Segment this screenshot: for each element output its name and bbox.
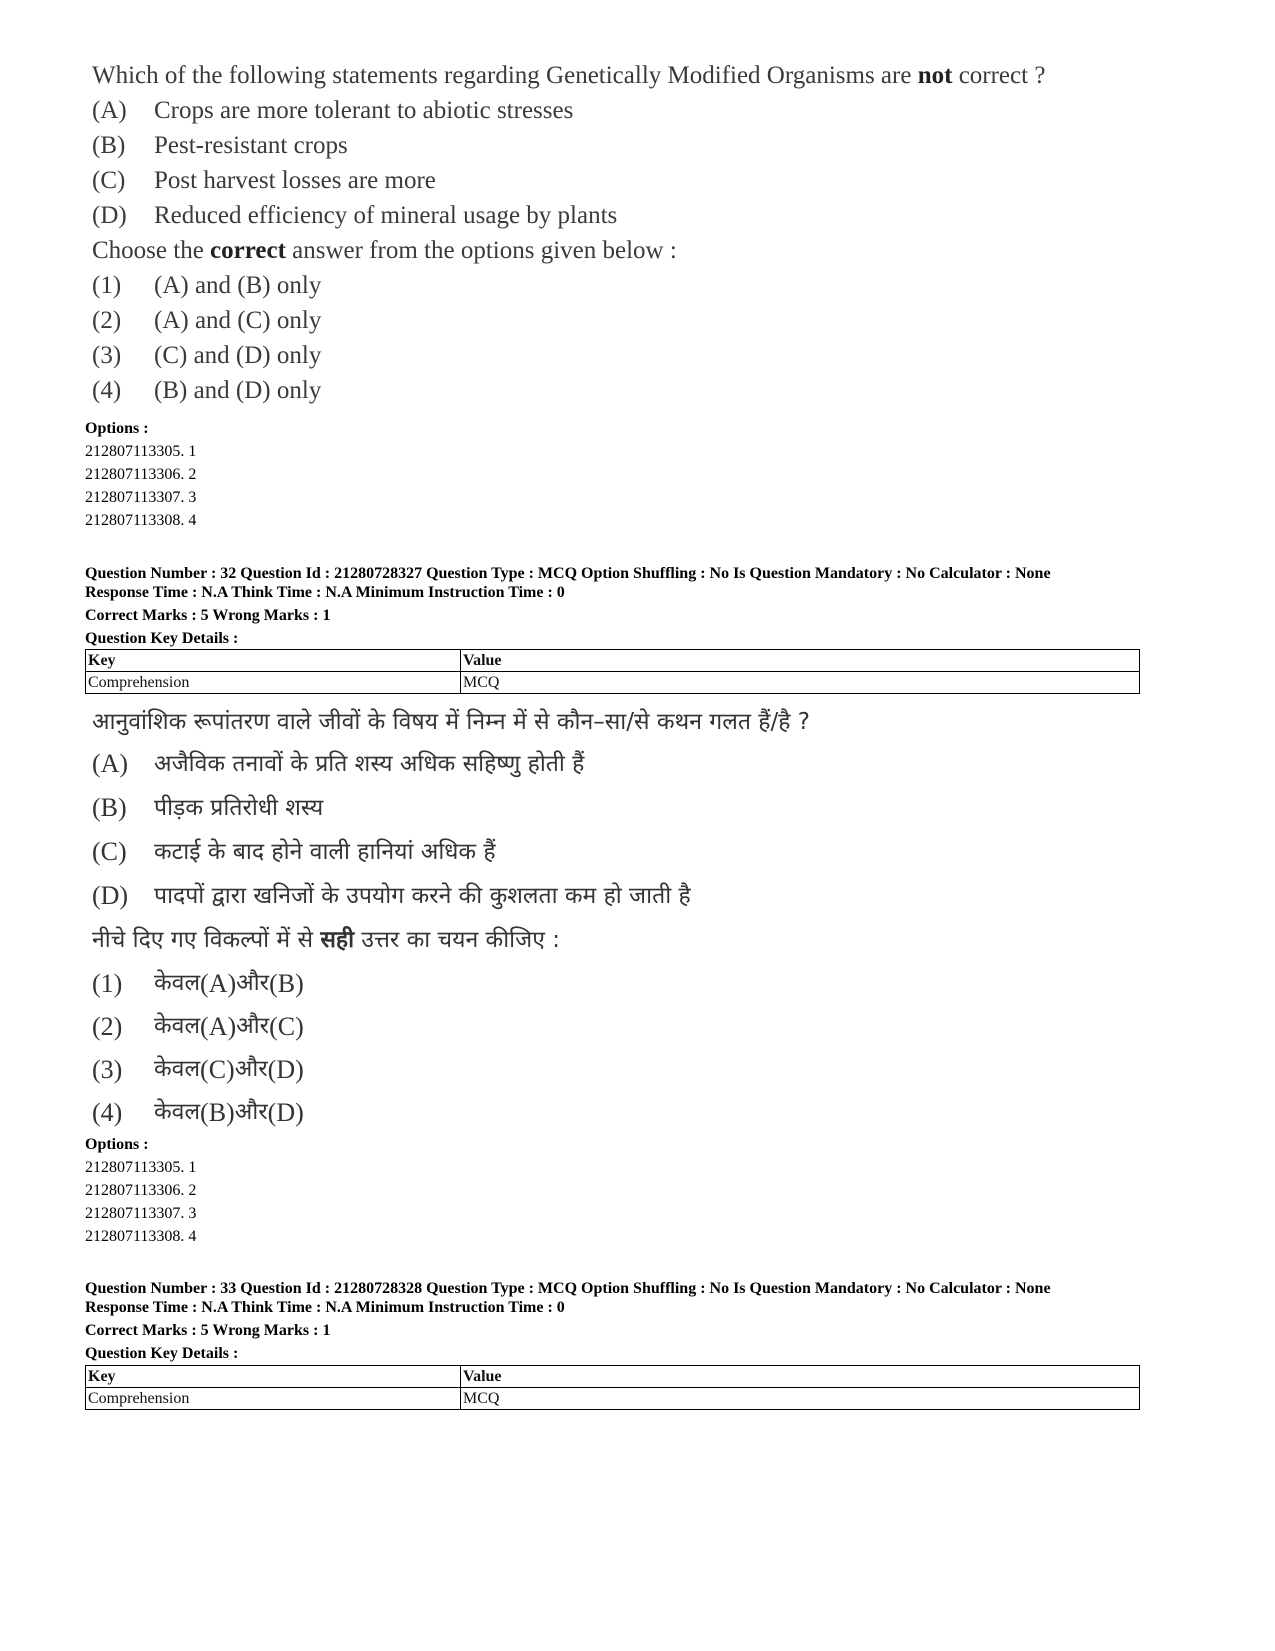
options-heading: Options :	[85, 420, 149, 437]
question-33-marks: Correct Marks : 5 Wrong Marks : 1	[85, 1322, 331, 1339]
options-heading: Options :	[85, 1136, 149, 1153]
question-32-timing: Response Time : N.A Think Time : N.A Minimum Instruction Time : 0	[85, 584, 565, 601]
question-32-header: Question Number : 32 Question Id : 21280728327 Question Type : MCQ Option Shuffling : No Is Question Mandatory : No Calculator : None	[85, 565, 1051, 582]
hindi-choice-2: (2) केवल (A) और (C)	[92, 1012, 304, 1041]
statement-c: (C) Post harvest losses are more	[92, 167, 436, 194]
hindi-choice-3: (3) केवल (C) और (D)	[92, 1055, 304, 1084]
table-row	[86, 1388, 1140, 1410]
table-header-row	[86, 1366, 1140, 1388]
table-header-value: Value	[461, 1366, 1140, 1388]
choice-3: (3) (C) and (D) only	[92, 342, 322, 369]
question-32-marks: Correct Marks : 5 Wrong Marks : 1	[85, 607, 331, 624]
option-item: 212807113305. 1	[85, 443, 197, 460]
question-32-stem: आनुवांशिक रूपांतरण वाले जीवों के विषय में निम्न में से कौन–सा/से कथन गलत हैं/है ?	[92, 709, 810, 735]
hindi-statement-d: (D) पादपों द्वारा खनिजों के उपयोग करने की कुशलता कम हो जाती है	[92, 881, 691, 910]
question-32-key-table	[85, 649, 1140, 694]
option-item: 212807113307. 3	[85, 1205, 197, 1222]
option-item: 212807113306. 2	[85, 1182, 197, 1199]
statement-b: (B) Pest-resistant crops	[92, 132, 348, 159]
hindi-choice-1: (1) केवल (A) और (B)	[92, 969, 304, 998]
question-33-meta	[85, 1277, 1051, 1365]
choice-4: (4) (B) and (D) only	[92, 377, 322, 404]
question-31-image	[92, 58, 1045, 408]
table-cell-value: MCQ	[461, 1388, 1140, 1410]
statement-d: (D) Reduced efficiency of mineral usage by plants	[92, 202, 618, 229]
hindi-choice-4: (4) केवल (B) और (D)	[92, 1098, 304, 1127]
option-item: 212807113306. 2	[85, 466, 197, 483]
choice-2: (2) (A) and (C) only	[92, 307, 322, 334]
table-cell-value: MCQ	[461, 672, 1140, 694]
option-item: 212807113308. 4	[85, 1228, 197, 1245]
table-header-row	[86, 650, 1140, 672]
statement-a: (A) Crops are more tolerant to abiotic stresses	[92, 97, 574, 124]
hindi-statement-b: (B) पीड़क प्रतिरोधी शस्य	[92, 793, 324, 822]
question-33-header: Question Number : 33 Question Id : 21280728328 Question Type : MCQ Option Shuffling : No Is Question Mandatory : No Calculator : None	[85, 1280, 1051, 1297]
choice-1: (1) (A) and (B) only	[92, 272, 322, 299]
question-32-options	[85, 1133, 196, 1248]
table-row	[86, 672, 1140, 694]
option-item: 212807113307. 3	[85, 489, 197, 506]
question-31-stem: Which of the following statements regarding Genetically Modified Organisms are not correct ?	[92, 62, 1046, 89]
table-header-value: Value	[461, 650, 1140, 672]
option-item: 212807113305. 1	[85, 1159, 197, 1176]
table-header-key: Key	[86, 650, 461, 672]
hindi-statement-c: (C) कटाई के बाद होने वाली हानियां अधिक हैं	[92, 837, 496, 866]
question-32-image	[92, 702, 810, 1134]
table-cell-key: Comprehension	[86, 672, 461, 694]
choose-instruction: Choose the correct answer from the options given below :	[92, 237, 677, 264]
hindi-statement-a: (A) अजैविक तनावों के प्रति शस्य अधिक सहिष्णु होती हैं	[92, 749, 585, 778]
table-cell-key: Comprehension	[86, 1388, 461, 1410]
hindi-choose-instruction: नीचे दिए गए विकल्पों में से सही उत्तर का चयन कीजिए :	[92, 927, 560, 953]
question-31-options	[85, 417, 196, 532]
question-33-key-table	[85, 1365, 1140, 1410]
question-33-key-details-label: Question Key Details :	[85, 1345, 239, 1362]
table-header-key: Key	[86, 1366, 461, 1388]
question-32-key-details-label: Question Key Details :	[85, 630, 239, 647]
question-33-timing: Response Time : N.A Think Time : N.A Minimum Instruction Time : 0	[85, 1299, 565, 1316]
option-item: 212807113308. 4	[85, 512, 197, 529]
question-32-meta	[85, 562, 1051, 650]
